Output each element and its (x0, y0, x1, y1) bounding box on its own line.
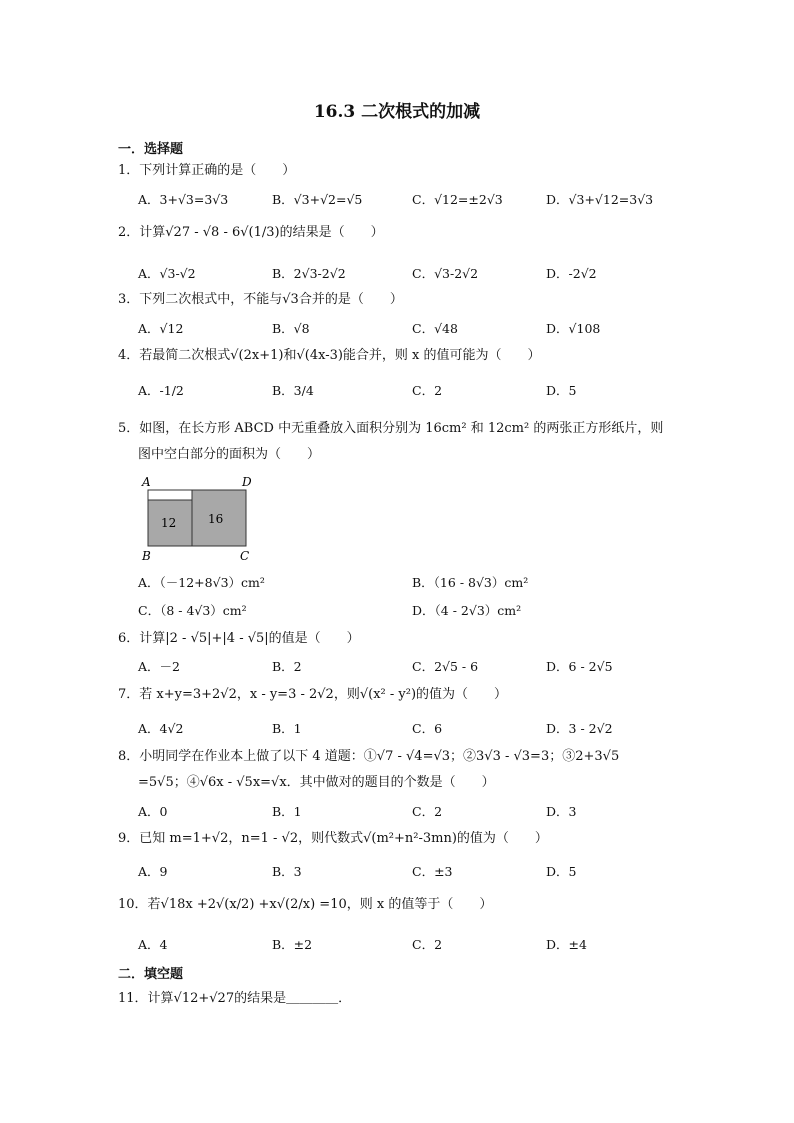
question-9-options (138, 862, 698, 884)
question-11-stem: 11．计算√12+√27的结果是＿＿＿＿． (118, 991, 352, 1006)
option-a: A．3+√3=3√3 (138, 192, 229, 207)
label-c: C (240, 549, 250, 563)
option-d: D．3 (546, 804, 577, 819)
question-10-stem: 10．若√18x +2√(x/2) +x√(2/x) =10，则 x 的值等于（ ） (118, 897, 493, 912)
option-a: A．√3-√2 (138, 266, 196, 281)
option-c: C．√3-2√2 (412, 266, 479, 281)
option-a: A．0 (138, 804, 168, 819)
option-a: A．－2 (138, 659, 180, 674)
question-7-stem: 7．若 x+y=3+2√2，x - y=3 - 2√2，则√(x² - y²)的值为（ ） (118, 687, 508, 702)
question-1-options (138, 190, 698, 212)
question-3-options (138, 319, 698, 341)
question-3-stem: 3．下列二次根式中，不能与√3合并的是（ ） (118, 292, 403, 307)
question-9-stem: 9．已知 m=1+√2，n=1 - √2，则代数式√(m²+n²-3mn)的值为（ ） (118, 831, 548, 846)
option-d: D．±4 (546, 937, 587, 952)
option-c: C．2 (412, 804, 443, 819)
question-1-stem: 1．下列计算正确的是（ ） (118, 163, 296, 178)
question-2-options (138, 264, 698, 286)
option-b: B．3 (272, 864, 302, 879)
question-8-options (138, 802, 698, 824)
option-c: C．（8 - 4√3）cm² (138, 603, 247, 618)
question-4-stem: 4．若最简二次根式√(2x+1)和√(4x-3)能合并，则 x 的值可能为（ ） (118, 348, 541, 363)
option-c: C．2 (412, 937, 443, 952)
rectangle-figure (138, 476, 268, 566)
question-4-options (138, 381, 698, 403)
option-d: D．6 - 2√5 (546, 659, 613, 674)
option-d: D．5 (546, 864, 577, 879)
option-b: B．±2 (272, 937, 313, 952)
label-big-square: 16 (208, 512, 224, 526)
page-title: 16.3 二次根式的加减 (313, 102, 481, 122)
option-d: D．√3+√12=3√3 (546, 192, 654, 207)
question-6-options (138, 657, 698, 679)
option-b: B．1 (272, 804, 302, 819)
rectangle-diagram (138, 476, 268, 566)
question-5-options-row1 (138, 573, 698, 595)
section-heading-fill: 二．填空题 (118, 967, 184, 982)
question-2-stem: 2．计算√27 - √8 - 6√(1/3)的结果是（ ） (118, 225, 384, 240)
option-a: A．9 (138, 864, 168, 879)
option-b: B．√8 (272, 321, 310, 336)
option-d: D．（4 - 2√3）cm² (412, 603, 522, 618)
option-a: A．-1/2 (138, 383, 184, 398)
option-b: B．3/4 (272, 383, 314, 398)
option-a: A．4 (138, 937, 168, 952)
option-b: B．1 (272, 721, 302, 736)
label-small-square: 12 (161, 516, 177, 530)
option-d: D．-2√2 (546, 266, 597, 281)
label-a: A (142, 475, 151, 489)
option-a: A．√12 (138, 321, 184, 336)
label-b: B (142, 549, 151, 563)
question-6-stem: 6．计算|2 - √5|+|4 - √5|的值是（ ） (118, 631, 360, 646)
option-a: A．4√2 (138, 721, 184, 736)
option-c: C．±3 (412, 864, 453, 879)
option-b: B．2 (272, 659, 302, 674)
option-d: D．√108 (546, 321, 601, 336)
option-b: B．√3+√2=√5 (272, 192, 363, 207)
option-a: A．（－12+8√3）cm² (138, 575, 265, 590)
option-c: C．√12=±2√3 (412, 192, 503, 207)
option-b: B．2√3-2√2 (272, 266, 346, 281)
question-8-stem-line1: 8．小明同学在作业本上做了以下 4 道题：①√7 - √4=√3；②3√3 - √3=3；③2+3√5 (118, 749, 620, 764)
option-c: C．2 (412, 383, 443, 398)
option-d: D．3 - 2√2 (546, 721, 613, 736)
question-7-options (138, 719, 698, 741)
option-d: D．5 (546, 383, 577, 398)
option-b: B．（16 - 8√3）cm² (412, 575, 529, 590)
question-5-stem-line1: 5．如图，在长方形 ABCD 中无重叠放入面积分别为 16cm² 和 12cm² 的两张正方形纸片，则 (118, 421, 664, 436)
question-5-options-row2 (138, 601, 698, 623)
section-heading-choice: 一．选择题 (118, 142, 184, 157)
question-10-options (138, 935, 698, 957)
option-c: C．2√5 - 6 (412, 659, 479, 674)
label-d: D (242, 475, 252, 489)
question-5-stem-line2: 图中空白部分的面积为（ ） (138, 447, 321, 462)
question-8-stem-line2: =5√5；④√6x - √5x=√x．其中做对的题目的个数是（ ） (138, 775, 495, 790)
option-c: C．√48 (412, 321, 458, 336)
option-c: C．6 (412, 721, 443, 736)
